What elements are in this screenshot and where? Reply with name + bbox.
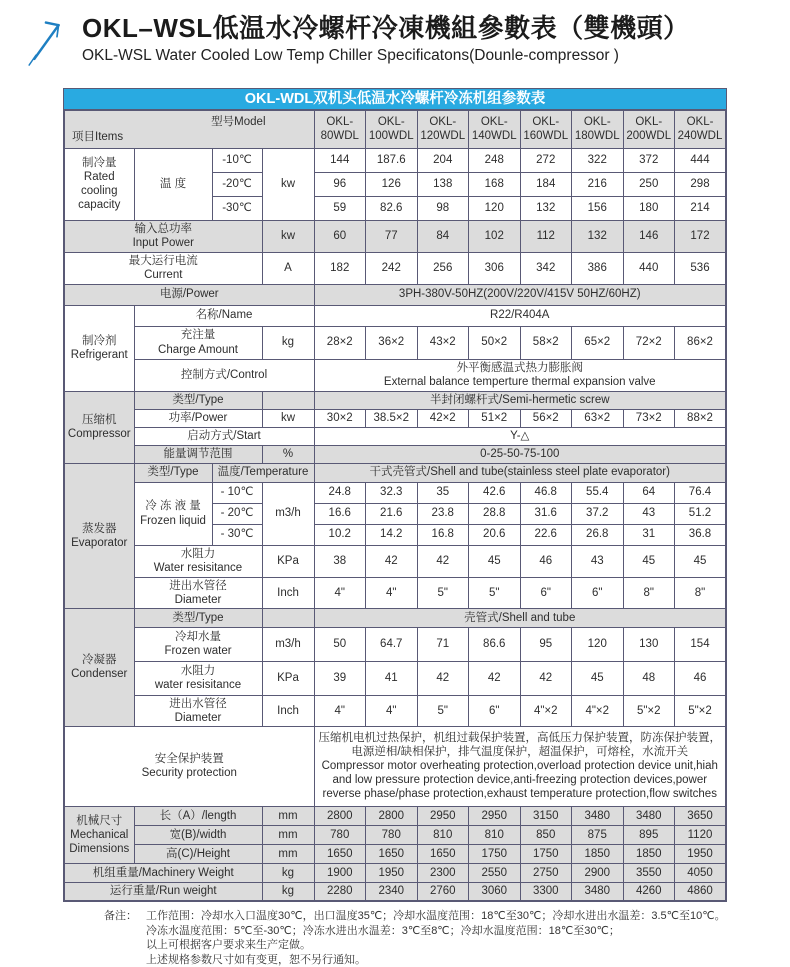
- table-cell: 16.6: [314, 503, 366, 524]
- table-cell: 最大运行电流 Current: [64, 252, 262, 284]
- table-cell: 31.6: [520, 503, 572, 524]
- table-cell: 168: [469, 172, 521, 196]
- table-cell: OKL- 100WDL: [366, 110, 418, 148]
- table-cell: 95: [520, 627, 572, 661]
- table-cell: 8": [675, 577, 727, 608]
- table-cell: 214: [675, 196, 727, 220]
- table-cell: 2900: [572, 863, 624, 882]
- table-cell: 26.8: [572, 524, 624, 545]
- table-cell: 156: [572, 196, 624, 220]
- table-cell: 3150: [520, 806, 572, 825]
- table-cell: m3/h: [262, 482, 314, 545]
- table-cell: 56×2: [520, 409, 572, 427]
- table-cell: 1650: [314, 844, 366, 863]
- spec-table: [63, 109, 727, 902]
- table-cell: 46.8: [520, 482, 572, 503]
- table-cell: A: [262, 252, 314, 284]
- table-cell: 850: [520, 825, 572, 844]
- table-cell: m3/h: [262, 627, 314, 661]
- table-cell: 1750: [469, 844, 521, 863]
- table-cell: 46: [675, 661, 727, 695]
- table-cell: 2760: [417, 882, 469, 901]
- table-cell: 36×2: [366, 326, 418, 359]
- table-cell: 20.6: [469, 524, 521, 545]
- table-cell: 22.6: [520, 524, 572, 545]
- table-cell: 1850: [572, 844, 624, 863]
- table-cell: 48: [623, 661, 675, 695]
- table-cell: 1120: [675, 825, 727, 844]
- table-cell: kw: [262, 409, 314, 427]
- table-cell: 输入总功率 Input Power: [64, 220, 262, 252]
- table-cell: 810: [417, 825, 469, 844]
- table-cell: 5": [417, 695, 469, 726]
- table-cell: 2950: [469, 806, 521, 825]
- page-header: [0, 0, 790, 80]
- table-cell: 压缩机 Compressor: [64, 391, 134, 463]
- table-cell: kw: [262, 220, 314, 252]
- table-cell: 187.6: [366, 148, 418, 172]
- table-cell: 23.8: [417, 503, 469, 524]
- table-cell: 46: [520, 545, 572, 577]
- table-cell: 制冷剂 Refrigerant: [64, 305, 134, 391]
- table-cell: 45: [572, 661, 624, 695]
- table-cell: 37.2: [572, 503, 624, 524]
- table-cell: 204: [417, 148, 469, 172]
- table-corner-cell: [64, 110, 314, 148]
- table-cell: 4260: [623, 882, 675, 901]
- note-line: 冷冻水温度范围：5℃至-30℃；冷冻水进出水温差：3℃至8℃；冷却水温度范围：18℃至30℃；: [146, 924, 620, 937]
- table-cell: 64: [623, 482, 675, 503]
- table-cell: [262, 608, 314, 627]
- table-cell: 35: [417, 482, 469, 503]
- table-cell: 长（A）/length: [134, 806, 262, 825]
- table-cell: 242: [366, 252, 418, 284]
- table-cell: 1950: [675, 844, 727, 863]
- table-cell: 外平衡感温式热力膨胀阀 External balance temperture thermal expansion valve: [314, 359, 726, 391]
- table-cell: 256: [417, 252, 469, 284]
- table-cell: OKL- 160WDL: [520, 110, 572, 148]
- table-cell: 45: [469, 545, 521, 577]
- table-cell: 780: [366, 825, 418, 844]
- table-cell: 130: [623, 627, 675, 661]
- table-cell: - 10℃: [212, 482, 262, 503]
- table-cell: 60: [314, 220, 366, 252]
- note-line: 以上可根据客户要求来生产定做。: [146, 939, 311, 952]
- table-cell: 875: [572, 825, 624, 844]
- table-cell: 86.6: [469, 627, 521, 661]
- corner-model-label: 型号Model: [211, 116, 266, 128]
- table-cell: 82.6: [366, 196, 418, 220]
- table-cell: 制冷量 Rated cooling capacity: [64, 148, 134, 220]
- spec-table-wrap: [63, 88, 727, 902]
- table-cell: 8": [623, 577, 675, 608]
- table-cell: 0-25-50-75-100: [314, 445, 726, 463]
- table-cell: 2340: [366, 882, 418, 901]
- table-cell: 182: [314, 252, 366, 284]
- table-cell: 28.8: [469, 503, 521, 524]
- table-cell: 进出水管径 Diameter: [134, 577, 262, 608]
- table-cell: 水阻力 Water resisitance: [134, 545, 262, 577]
- notes: [104, 909, 776, 967]
- table-cell: 386: [572, 252, 624, 284]
- table-cell: 102: [469, 220, 521, 252]
- table-cell: - 20℃: [212, 503, 262, 524]
- table-cell: 138: [417, 172, 469, 196]
- table-cell: 1850: [623, 844, 675, 863]
- corner-items-label: 项目Items: [72, 131, 124, 144]
- table-cell: 98: [417, 196, 469, 220]
- table-cell: 248: [469, 148, 521, 172]
- table-cell: 50×2: [469, 326, 521, 359]
- table-cell: 压缩机电机过热保护，机组过载保护装置，高低压力保护装置，防冻保护装置，电源逆相/缺相保护，排气温度保护，超温保护，可熔栓，水流开关 Compressor motor overheating protection,overload protection device unit,hiah and low pressure protection device,anti-freezing protection devices,power reverse phase/phase protection,exhaust temperature protection,flow switches: [314, 726, 726, 806]
- title-block: [82, 12, 690, 66]
- table-cell: 控制方式/Control: [134, 359, 314, 391]
- table-cell: OKL- 240WDL: [675, 110, 727, 148]
- table-cell: 32.3: [366, 482, 418, 503]
- table-cell: 63×2: [572, 409, 624, 427]
- table-cell: kg: [262, 882, 314, 901]
- table-cell: - 30℃: [212, 524, 262, 545]
- table-cell: 306: [469, 252, 521, 284]
- table-cell: 42: [417, 545, 469, 577]
- table-cell: 64.7: [366, 627, 418, 661]
- table-cell: 宽(B)/width: [134, 825, 262, 844]
- table-cell: 42: [469, 661, 521, 695]
- table-cell: 810: [469, 825, 521, 844]
- table-cell: Inch: [262, 577, 314, 608]
- table-cell: KPa: [262, 661, 314, 695]
- table-cell: [262, 391, 314, 409]
- table-cell: 10.2: [314, 524, 366, 545]
- table-cell: 65×2: [572, 326, 624, 359]
- table-cell: 2950: [417, 806, 469, 825]
- table-cell: 132: [572, 220, 624, 252]
- table-cell: 58×2: [520, 326, 572, 359]
- table-cell: OKL- 80WDL: [314, 110, 366, 148]
- table-cell: 6": [572, 577, 624, 608]
- table-cell: 43×2: [417, 326, 469, 359]
- table-cell: 14.2: [366, 524, 418, 545]
- table-cell: 28×2: [314, 326, 366, 359]
- table-cell: mm: [262, 825, 314, 844]
- table-cell: 进出水管径 Diameter: [134, 695, 262, 726]
- table-cell: kg: [262, 863, 314, 882]
- table-cell: 3300: [520, 882, 572, 901]
- table-cell: 3PH-380V-50HZ(200V/220V/415V 50HZ/60HZ): [314, 284, 726, 305]
- table-cell: 51×2: [469, 409, 521, 427]
- spec-table-body: [64, 110, 726, 901]
- table-cell: 84: [417, 220, 469, 252]
- table-cell: 76.4: [675, 482, 727, 503]
- table-cell: OKL- 120WDL: [417, 110, 469, 148]
- table-cell: 温度/Temperature: [212, 463, 314, 482]
- table-cell: 172: [675, 220, 727, 252]
- table-cell: 180: [623, 196, 675, 220]
- table-cell: 41: [366, 661, 418, 695]
- table-cell: 120: [469, 196, 521, 220]
- table-cell: 30×2: [314, 409, 366, 427]
- table-cell: 72×2: [623, 326, 675, 359]
- table-cell: 4"×2: [520, 695, 572, 726]
- table-cell: 功率/Power: [134, 409, 262, 427]
- table-cell: 蒸发器 Evaporator: [64, 463, 134, 608]
- table-cell: mm: [262, 844, 314, 863]
- table-cell: R22/R404A: [314, 305, 726, 326]
- table-cell: 43: [572, 545, 624, 577]
- table-cell: 250: [623, 172, 675, 196]
- table-cell: 16.8: [417, 524, 469, 545]
- table-cell: 2550: [469, 863, 521, 882]
- table-cell: 电源/Power: [64, 284, 314, 305]
- table-cell: -30℃: [212, 196, 262, 220]
- table-cell: 536: [675, 252, 727, 284]
- table-cell: -10℃: [212, 148, 262, 172]
- table-cell: 1950: [366, 863, 418, 882]
- table-cell: 322: [572, 148, 624, 172]
- table-cell: 298: [675, 172, 727, 196]
- table-cell: 50: [314, 627, 366, 661]
- table-cell: 444: [675, 148, 727, 172]
- table-cell: 895: [623, 825, 675, 844]
- table-cell: 2800: [366, 806, 418, 825]
- table-cell: 2750: [520, 863, 572, 882]
- table-cell: 运行重量/Run weight: [64, 882, 262, 901]
- table-cell: 1650: [366, 844, 418, 863]
- table-cell: 43: [623, 503, 675, 524]
- table-cell: 154: [675, 627, 727, 661]
- table-cell: 112: [520, 220, 572, 252]
- note-text: 工作范围：冷却水入口温度30℃，出口温度35℃；冷却水温度范围：18℃至30℃；冷却水进出水温差：3.5℃至10℃。: [146, 910, 726, 923]
- table-cell: kw: [262, 148, 314, 220]
- table-cell: 4": [366, 695, 418, 726]
- table-cell: 216: [572, 172, 624, 196]
- table-cell: 充注量 Charge Amount: [134, 326, 262, 359]
- table-cell: 42×2: [417, 409, 469, 427]
- table-cell: 2800: [314, 806, 366, 825]
- table-cell: 3480: [572, 806, 624, 825]
- table-cell: 45: [675, 545, 727, 577]
- table-cell: OKL- 180WDL: [572, 110, 624, 148]
- table-cell: %: [262, 445, 314, 463]
- table-cell: 21.6: [366, 503, 418, 524]
- notes-label: 备注：: [104, 910, 137, 923]
- table-cell: KPa: [262, 545, 314, 577]
- table-cell: 温 度: [134, 148, 212, 220]
- table-cell: 38: [314, 545, 366, 577]
- table-cell: 36.8: [675, 524, 727, 545]
- table-cell: 1650: [417, 844, 469, 863]
- table-cell: 1900: [314, 863, 366, 882]
- table-cell: 440: [623, 252, 675, 284]
- table-cell: 4860: [675, 882, 727, 901]
- table-cell: 39: [314, 661, 366, 695]
- table-cell: 42.6: [469, 482, 521, 503]
- note-line: [104, 909, 776, 924]
- table-cell: 51.2: [675, 503, 727, 524]
- table-cell: 42: [366, 545, 418, 577]
- table-cell: 4": [314, 577, 366, 608]
- table-cell: 5": [417, 577, 469, 608]
- table-cell: 5": [469, 577, 521, 608]
- table-cell: 272: [520, 148, 572, 172]
- table-cell: OKL- 140WDL: [469, 110, 521, 148]
- table-cell: 88×2: [675, 409, 727, 427]
- table-cell: 机械尺寸 Mechanical Dimensions: [64, 806, 134, 863]
- page-title-zh: OKL–WSL低温水冷螺杆冷凍機組參數表（雙機頭）: [82, 13, 690, 43]
- table-cell: 24.8: [314, 482, 366, 503]
- table-cell: 96: [314, 172, 366, 196]
- table-cell: 高(C)/Height: [134, 844, 262, 863]
- table-cell: 42: [520, 661, 572, 695]
- table-cell: 71: [417, 627, 469, 661]
- table-cell: 2280: [314, 882, 366, 901]
- table-cell: 126: [366, 172, 418, 196]
- table-cell: 132: [520, 196, 572, 220]
- table-cell: 安全保护装置 Security protection: [64, 726, 314, 806]
- table-cell: 能量调节范围: [134, 445, 262, 463]
- table-cell: 73×2: [623, 409, 675, 427]
- table-cell: 5"×2: [675, 695, 727, 726]
- table-cell: 342: [520, 252, 572, 284]
- table-cell: 120: [572, 627, 624, 661]
- table-cell: 4": [314, 695, 366, 726]
- table-cell: 3480: [572, 882, 624, 901]
- table-cell: 4": [366, 577, 418, 608]
- table-cell: 38.5×2: [366, 409, 418, 427]
- table-cell: -20℃: [212, 172, 262, 196]
- table-cell: 2300: [417, 863, 469, 882]
- table-cell: 壳管式/Shell and tube: [314, 608, 726, 627]
- table-cell: 类型/Type: [134, 463, 212, 482]
- table-cell: 冷凝器 Condenser: [64, 608, 134, 726]
- table-cell: 半封闭螺杆式/Semi-hermetic screw: [314, 391, 726, 409]
- table-cell: 6": [469, 695, 521, 726]
- table-cell: 类型/Type: [134, 391, 262, 409]
- table-cell: 启动方式/Start: [134, 427, 314, 445]
- table-cell: 780: [314, 825, 366, 844]
- table-cell: 144: [314, 148, 366, 172]
- arrow-logo-icon: [26, 16, 68, 68]
- table-cell: 名称/Name: [134, 305, 314, 326]
- table-cell: 3550: [623, 863, 675, 882]
- table-cell: 372: [623, 148, 675, 172]
- table-cell: 类型/Type: [134, 608, 262, 627]
- table-caption: OKL-WDL双机头低温水冷螺杆冷冻机组参数表: [63, 88, 727, 109]
- table-cell: 59: [314, 196, 366, 220]
- table-cell: 42: [417, 661, 469, 695]
- table-cell: 5"×2: [623, 695, 675, 726]
- table-cell: 水阻力 water resisitance: [134, 661, 262, 695]
- table-cell: 146: [623, 220, 675, 252]
- table-cell: 3650: [675, 806, 727, 825]
- table-cell: 4"×2: [572, 695, 624, 726]
- note-line: 上述规格参数尺寸如有变更，恕不另行通知。: [146, 953, 366, 966]
- table-cell: 55.4: [572, 482, 624, 503]
- table-cell: 1750: [520, 844, 572, 863]
- table-cell: 3480: [623, 806, 675, 825]
- table-cell: 77: [366, 220, 418, 252]
- table-cell: 31: [623, 524, 675, 545]
- table-cell: 4050: [675, 863, 727, 882]
- table-cell: 干式壳管式/Shell and tube(stainless steel plate evaporator): [314, 463, 726, 482]
- table-cell: 机组重量/Machinery Weight: [64, 863, 262, 882]
- table-cell: 184: [520, 172, 572, 196]
- table-cell: kg: [262, 326, 314, 359]
- table-cell: 冷却水量 Frozen water: [134, 627, 262, 661]
- table-cell: 6": [520, 577, 572, 608]
- table-cell: 冷 冻 液 量 Frozen liquid: [134, 482, 212, 545]
- table-cell: 3060: [469, 882, 521, 901]
- table-cell: 45: [623, 545, 675, 577]
- table-cell: Inch: [262, 695, 314, 726]
- table-cell: OKL- 200WDL: [623, 110, 675, 148]
- table-cell: mm: [262, 806, 314, 825]
- table-cell: 86×2: [675, 326, 727, 359]
- table-cell: Y-△: [314, 427, 726, 445]
- page-title-en: OKL-WSL Water Cooled Low Temp Chiller Specificatons(Dounle-compressor ): [82, 47, 619, 64]
